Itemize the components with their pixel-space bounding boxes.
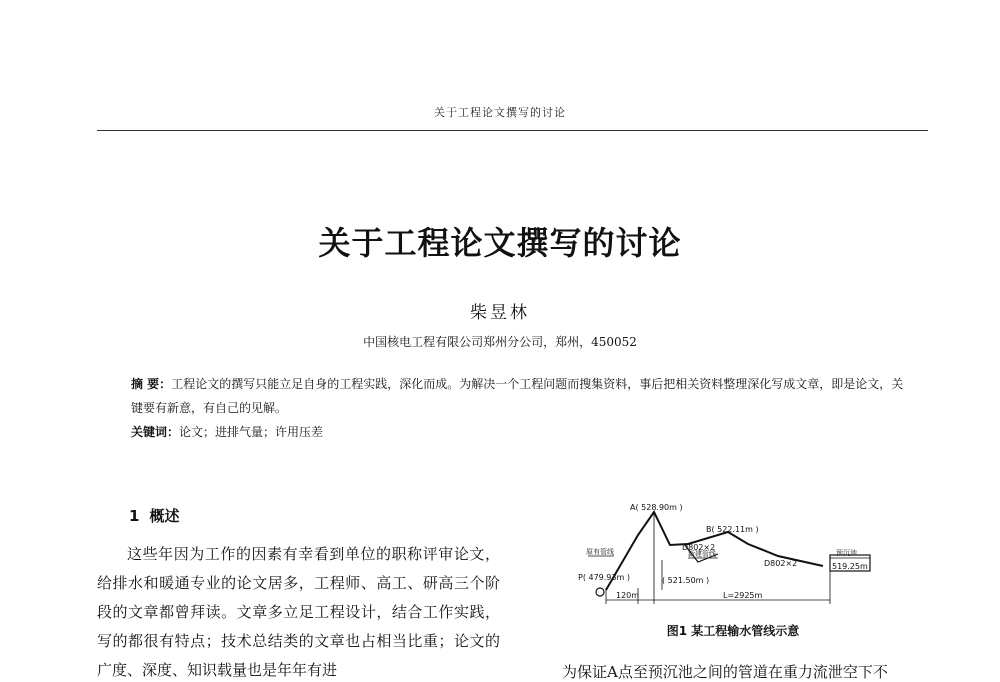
label-pipe-right: D802×2 (764, 559, 798, 568)
label-mid-pipe: 新建管线 (688, 550, 716, 558)
label-low-elev: ( 521.50m ) (662, 576, 710, 585)
label-pipe-top: D802×2 (682, 543, 716, 552)
label-point-a: A( 528.90m ) (630, 503, 683, 512)
figure-caption: 图1 某工程输水管线示意 (666, 624, 800, 638)
running-head: 关于工程论文撰写的讨论 (434, 106, 566, 119)
keywords-text: 论文；进排气量；许用压差 (179, 425, 324, 439)
author-affiliation: 中国核电工程有限公司郑州分公司，郑州，450052 (363, 335, 637, 349)
abstract-text: 工程论文的撰写只能立足自身的工程实践，深化而成。为解决一个工程问题而搜集资料，事后把相关资料整理深化写成文章，即是论文，关键要有新意，有自己的见解。 (131, 377, 904, 415)
keywords-label: 关键词： (131, 425, 180, 439)
header-rule (97, 130, 928, 131)
paper-title: 关于工程论文撰写的讨论 (318, 224, 682, 262)
abstract-block (131, 372, 906, 444)
label-dist-1: 120m (616, 591, 640, 600)
pipeline-diagram (578, 500, 888, 612)
abstract-paragraph (131, 372, 906, 420)
section-title: 概述 (149, 507, 180, 525)
label-point-b: B( 522.11m ) (706, 525, 759, 534)
author-name: 柴昱林 (470, 303, 530, 323)
section-heading (129, 505, 179, 526)
pump-symbol (596, 588, 604, 596)
abstract-label: 摘 要： (131, 377, 172, 391)
pipeline-figure (578, 500, 888, 612)
label-left-pipe: 原有管线 (586, 548, 614, 556)
label-tank: 预沉池 (836, 549, 857, 557)
section-body: 这些年因为工作的因素有幸看到单位的职称评审论文，给排水和暖通专业的论文居多，工程师、高工、研高三个阶段的文章都曾拜读。文章多立足工程设计，结合工作实践，写的都很有特点；技术总结类的文章也占相当比重；论文的广度、深度、知识载量也是年年有进 (97, 545, 500, 679)
label-point-p: P( 479.93m ) (578, 573, 630, 582)
keywords-line (131, 420, 906, 444)
section-number: 1 (129, 507, 140, 525)
label-tank-elev: 519.25m (832, 562, 868, 571)
right-column-text: 为保证A点至预沉池之间的管道在重力流泄空下不 (562, 663, 888, 681)
label-dist-2: L=2925m (723, 591, 763, 600)
